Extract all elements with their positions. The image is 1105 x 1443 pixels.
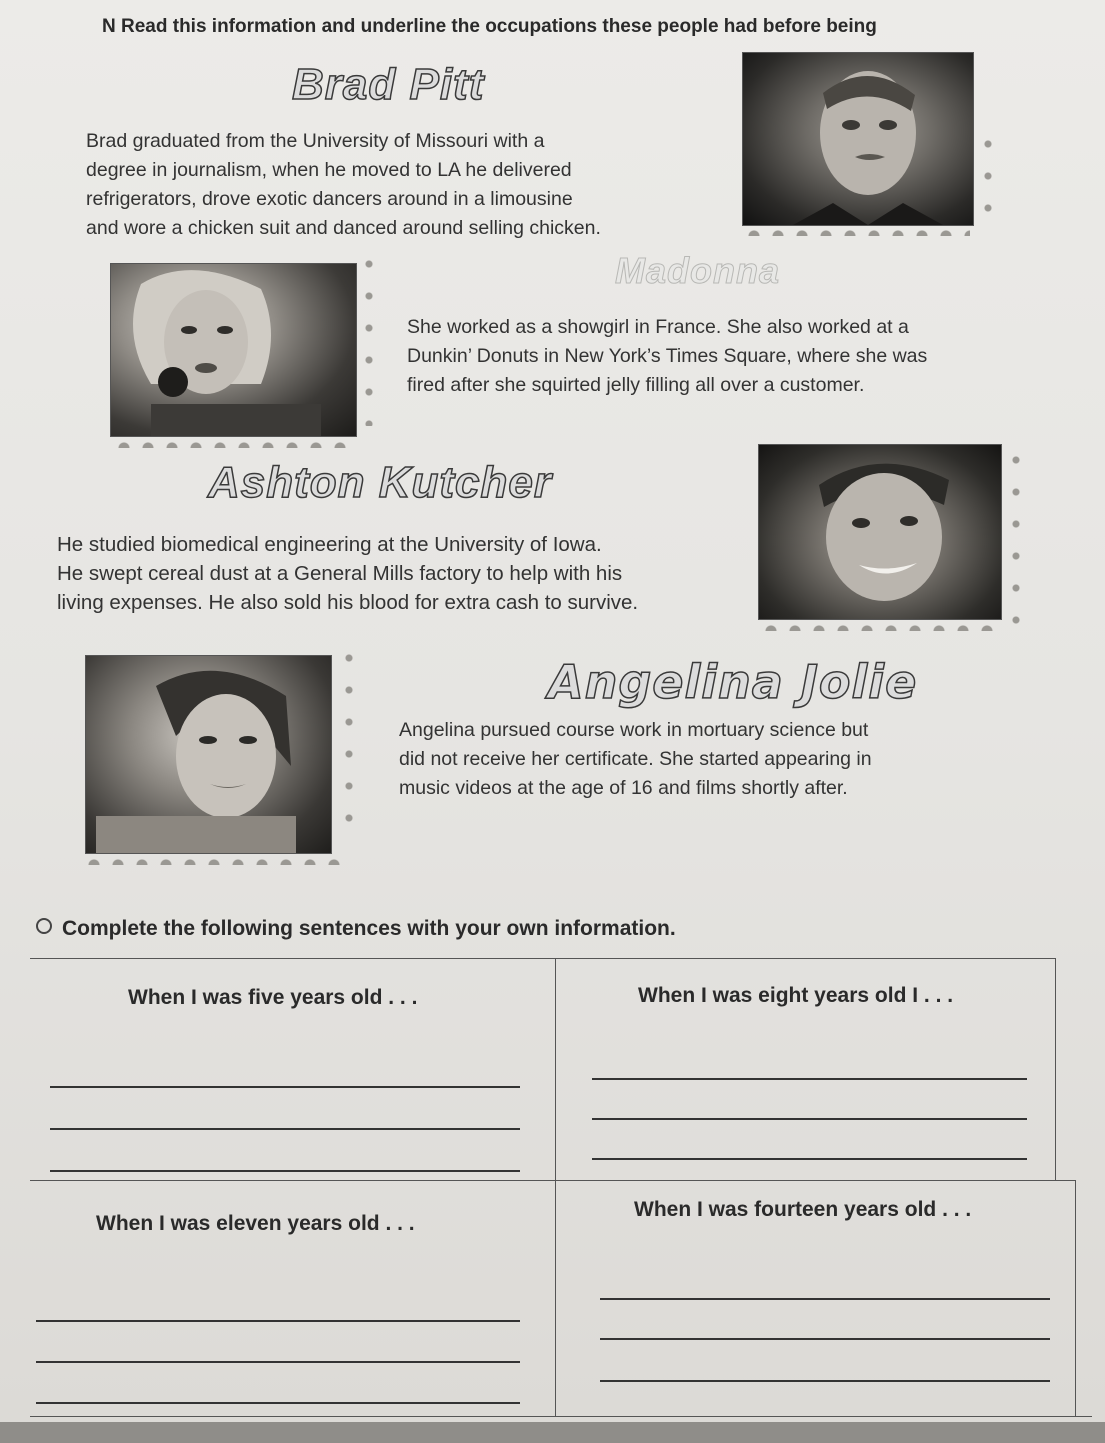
heading-brad-pitt: Brad Pitt: [292, 60, 485, 109]
cell-five-years: When I was five years old . . .: [128, 986, 418, 1009]
answer-line[interactable]: [50, 1086, 520, 1088]
table-border: [1055, 958, 1056, 1180]
bio-brad-pitt: [86, 127, 601, 243]
answer-line[interactable]: [36, 1320, 520, 1322]
cell-eight-years: When I was eight years old I . . .: [638, 984, 954, 1007]
page-shadow: [0, 1422, 1105, 1443]
exercise-prompt: [36, 917, 676, 941]
photo-brad-pitt: [742, 52, 974, 226]
bio-ashton-kutcher: [57, 530, 638, 617]
answer-line[interactable]: [36, 1361, 520, 1363]
heading-angelina-jolie: Angelina Jolie: [548, 655, 918, 709]
table-border: [30, 958, 1055, 959]
bio-line: He studied biomedical engineering at the University of Iowa.: [57, 533, 602, 556]
stamp-edge: [762, 621, 1000, 631]
table-border: [1075, 1180, 1076, 1416]
answer-line[interactable]: [50, 1128, 520, 1130]
heading-ashton-kutcher: Ashton Kutcher: [208, 458, 552, 507]
stamp-edge: [1012, 452, 1022, 632]
bio-line: music videos at the age of 16 and films shortly after.: [399, 777, 848, 799]
cell-eleven-years: When I was eleven years old . . .: [96, 1212, 415, 1235]
stamp-edge: [365, 256, 375, 426]
bio-line: Brad graduated from the University of Missouri with a: [86, 130, 545, 152]
bio-line: fired after she squirted jelly filling all over a customer.: [407, 374, 865, 396]
bio-line: living expenses. He also sold his blood for extra cash to survive.: [57, 591, 639, 614]
bio-madonna: [407, 313, 927, 400]
bio-line: did not receive her certificate. She started appearing in: [399, 748, 872, 770]
stamp-edge: [984, 136, 994, 236]
answer-line[interactable]: [50, 1170, 520, 1172]
answer-line[interactable]: [36, 1402, 520, 1404]
table-border: [30, 1180, 1075, 1181]
answer-line[interactable]: [592, 1118, 1027, 1120]
bio-line: degree in journalism, when he moved to LA he delivered: [86, 159, 572, 181]
bio-line: Angelina pursued course work in mortuary science but: [399, 719, 869, 741]
stamp-edge: [345, 650, 355, 840]
sentence-table: [30, 958, 1092, 1420]
bio-line: refrigerators, drove exotic dancers around in a limousine: [86, 188, 573, 210]
answer-line[interactable]: [592, 1158, 1027, 1160]
answer-line[interactable]: [600, 1338, 1050, 1340]
photo-madonna: [110, 263, 357, 437]
answer-line[interactable]: [600, 1298, 1050, 1300]
stamp-edge: [85, 855, 345, 865]
photo-angelina-jolie: [85, 655, 332, 854]
stamp-edge: [115, 438, 355, 448]
answer-line[interactable]: [600, 1380, 1050, 1382]
bio-line: Dunkin’ Donuts in New York’s Times Square, where she was: [407, 345, 928, 367]
stamp-edge: [745, 226, 970, 236]
answer-line[interactable]: [592, 1078, 1027, 1080]
bio-line: He swept cereal dust at a General Mills factory to help with his: [57, 562, 623, 585]
cell-fourteen-years: When I was fourteen years old . . .: [634, 1198, 972, 1221]
bio-line: and wore a chicken suit and danced around selling chicken.: [86, 217, 601, 239]
exercise-prompt-text: Complete the following sentences with your own information.: [62, 917, 676, 940]
heading-madonna: Madonna: [615, 250, 780, 291]
table-border: [30, 1416, 1092, 1417]
table-divider: [555, 958, 556, 1416]
instruction-text: N Read this information and underline the occupations these people had before being: [102, 16, 877, 37]
circle-bullet-icon: [36, 918, 52, 934]
photo-ashton-kutcher: [758, 444, 1002, 620]
bio-angelina-jolie: [399, 716, 872, 803]
bio-line: She worked as a showgirl in France. She also worked at a: [407, 316, 909, 338]
